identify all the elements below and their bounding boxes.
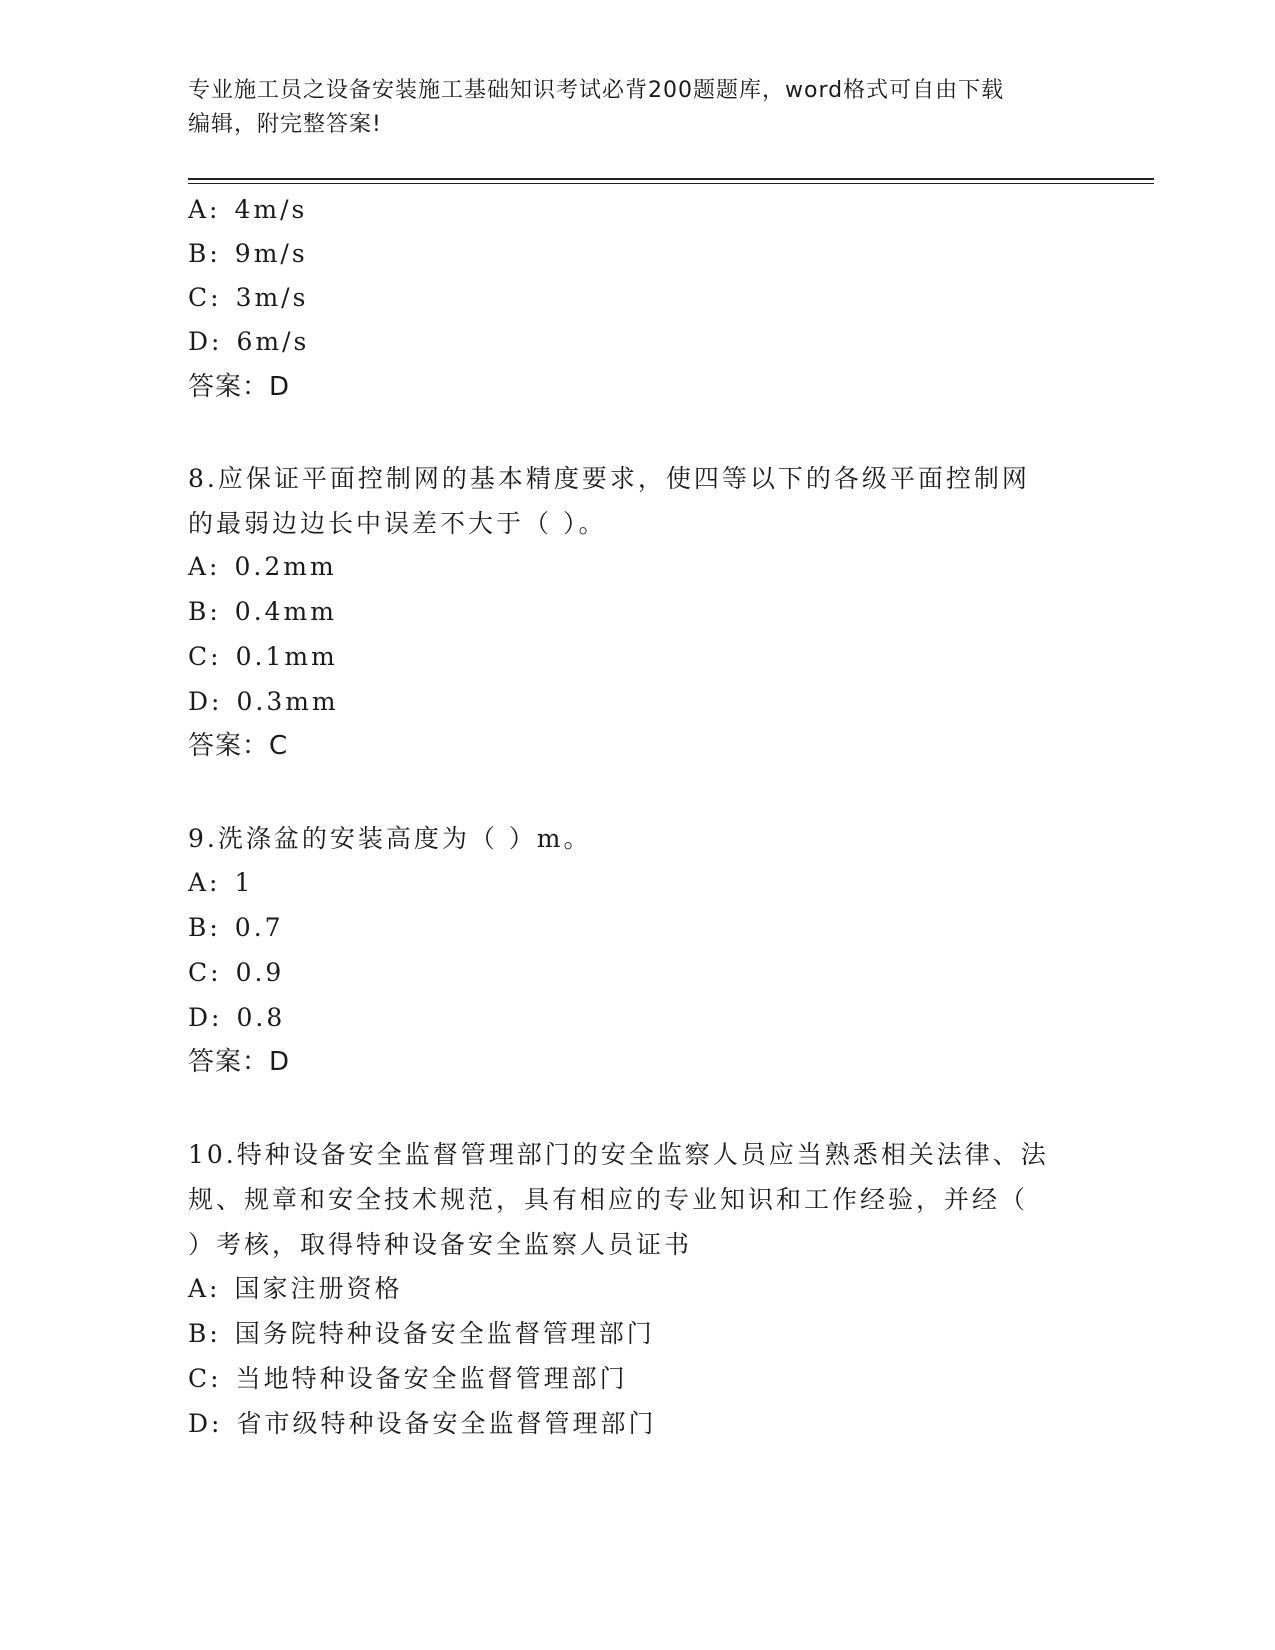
option-label: C: [188,283,222,312]
answer-text: 答案：C [188,731,289,761]
option-text: 0.8 [236,1003,286,1032]
header-line-2: 编辑，附完整答案! [188,112,382,137]
q8-stem [188,456,1088,546]
option-text: 0.3mm [236,687,339,716]
option-text: 3m/s [235,283,309,312]
q8-answer [188,729,288,763]
q8-stem-line-1: 8.应保证平面控制网的基本精度要求，使四等以下的各级平面控制网 [188,464,1030,493]
q8-option-d [188,685,339,719]
option-text: 9m/s [234,239,308,268]
option-text: 0.1mm [235,642,338,671]
q10-stem-line-3: ）考核，取得特种设备安全监察人员证书 [188,1230,693,1259]
option-text: 0.2mm [234,552,337,581]
q8-stem-line-2: 的最弱边边长中误差不大于（ ）。 [188,509,607,538]
q7-answer [188,370,290,404]
q8-option-b [188,595,337,629]
option-label: D: [188,327,223,356]
q10-option-c [188,1362,628,1396]
option-label: B: [188,913,221,942]
answer-text: 答案：D [188,372,291,402]
option-label: D: [188,1409,223,1438]
option-label: D: [188,687,223,716]
option-label: B: [188,239,221,268]
q7-option-a [188,193,307,227]
option-label: C: [188,958,222,987]
q9-stem-line-1: 9.洗涤盆的安装高度为（ ）m。 [188,824,592,853]
option-label: B: [188,1319,221,1348]
option-label: A: [188,1274,221,1303]
q9-answer [188,1045,290,1079]
q7-option-c [188,281,308,315]
option-text: 0.9 [235,958,285,987]
q9-option-c [188,956,284,990]
q9-option-d [188,1001,285,1035]
option-text: 6m/s [236,327,310,356]
option-text: 0.4mm [234,597,337,626]
option-text: 1 [234,868,254,897]
q10-stem-line-1: 10.特种设备安全监督管理部门的安全监察人员应当熟悉相关法律、法 [188,1140,1049,1169]
q10-option-a [188,1272,403,1306]
q9-option-b [188,911,284,945]
answer-text: 答案：D [188,1047,291,1077]
q9-option-a [188,866,253,900]
option-label: A: [188,195,221,224]
option-text: 省市级特种设备安全监督管理部门 [236,1409,657,1438]
option-label: A: [188,868,221,897]
q10-option-d [188,1407,656,1441]
q8-option-c [188,640,338,674]
header-line-1: 专业施工员之设备安装施工基础知识考试必背200题题库，word格式可自由下载 [188,78,1005,103]
option-label: D: [188,1003,223,1032]
option-text: 当地特种设备安全监督管理部门 [235,1364,628,1393]
q7-option-b [188,237,308,271]
q10-option-b [188,1317,655,1351]
q7-option-d [188,325,309,359]
option-text: 4m/s [234,195,308,224]
option-label: C: [188,642,222,671]
document-header [188,74,1088,142]
option-text: 国家注册资格 [234,1274,403,1303]
q10-stem [188,1132,1088,1267]
option-text: 国务院特种设备安全监督管理部门 [234,1319,655,1348]
option-label: A: [188,552,221,581]
header-rule-thin [188,183,1154,184]
q9-stem [188,816,1088,861]
option-label: C: [188,1364,222,1393]
option-text: 0.7 [234,913,284,942]
header-rule [188,178,1154,180]
option-label: B: [188,597,221,626]
q10-stem-line-2: 规、规章和安全技术规范，具有相应的专业知识和工作经验，并经（ [188,1185,1029,1214]
q8-option-a [188,550,337,584]
